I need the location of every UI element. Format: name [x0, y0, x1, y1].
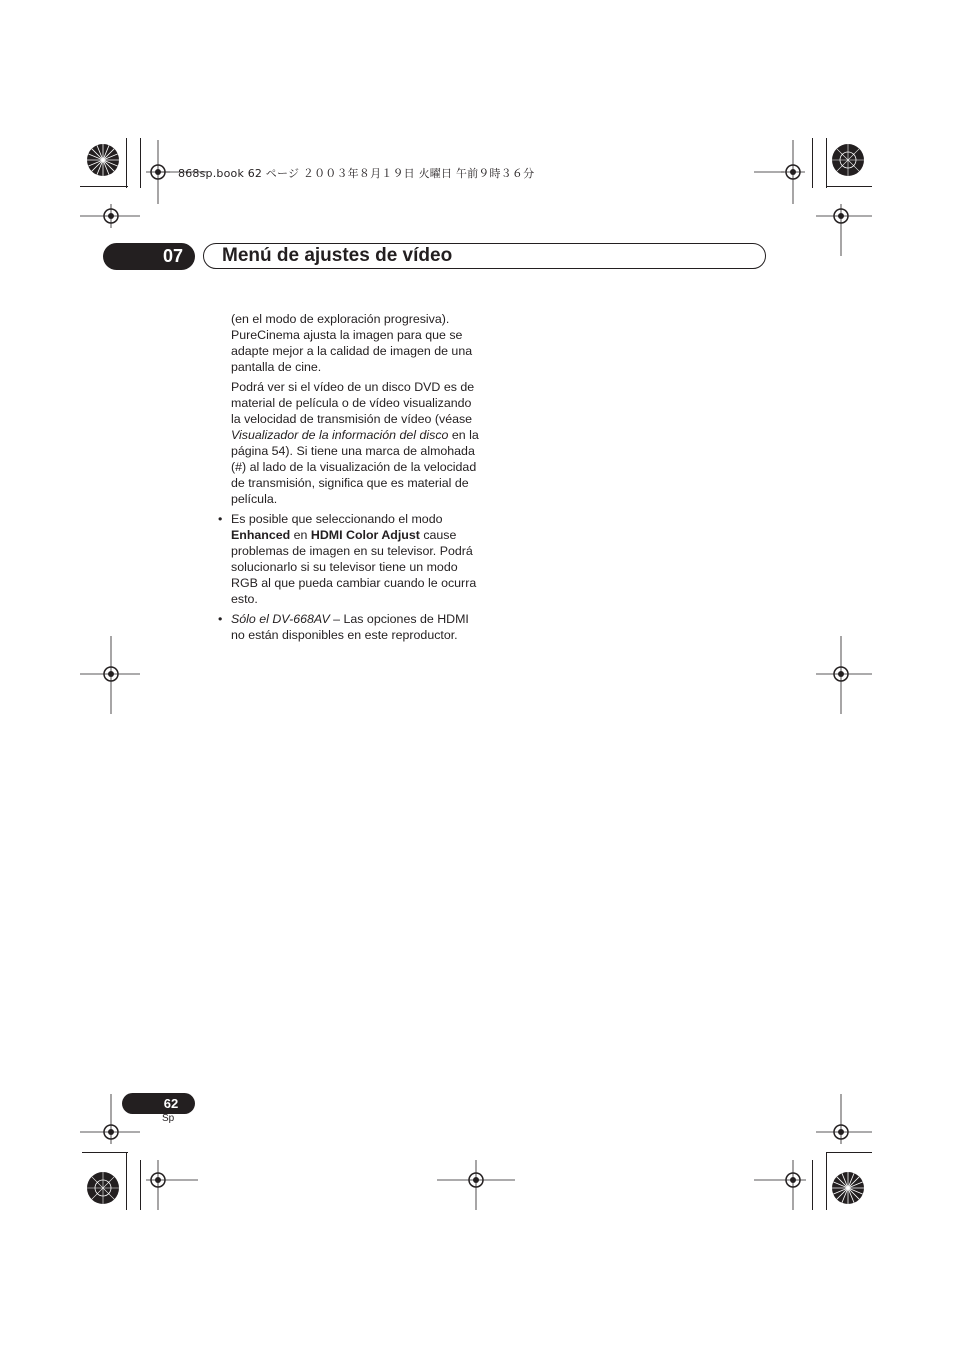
registration-sunburst-icon [831, 143, 865, 177]
text-run: Es posible que seleccionando el modo [231, 512, 443, 526]
bullet-icon: • [218, 512, 223, 526]
registration-sunburst-icon [86, 143, 120, 177]
text-run: en [290, 528, 311, 542]
registration-crosshair-icon [437, 1160, 515, 1210]
crop-mark [812, 138, 813, 188]
text-run: – Las opciones de HDMI no están disponibles en este reproductor. [231, 612, 469, 642]
crop-mark [826, 1152, 827, 1210]
crop-mark [826, 1152, 872, 1153]
registration-crosshair-icon [816, 636, 872, 714]
body-text-column [218, 311, 481, 647]
crop-mark [826, 138, 827, 188]
text-run: Podrá ver si el vídeo de un disco DVD es de material de película o de vídeo visualizando la velocidad de transmisión de vídeo (véase [231, 380, 475, 426]
paragraph [231, 379, 481, 507]
crop-mark [140, 138, 141, 188]
crop-mark [826, 186, 872, 187]
bullet-icon: • [218, 612, 223, 626]
registration-crosshair-icon [754, 169, 784, 175]
cross-reference-title: Visualizador de la información del disco [231, 428, 449, 442]
paragraph: (en el modo de exploración progresiva). PureCinema ajusta la imagen para que se adapte mejor a la calidad de imagen de una pantalla de cine. [231, 312, 473, 374]
setting-option-label: Enhanced [231, 528, 291, 542]
page-number: 62 [163, 1096, 179, 1111]
registration-crosshair-icon [816, 1094, 872, 1144]
text-run: en la página 54). Si tiene una marca de almohada (#) al lado de la visualización de la velocidad de transmisión, significa que es material de película. [231, 428, 479, 506]
registration-crosshair-icon [781, 140, 805, 204]
list-item [218, 611, 481, 643]
text-run: cause problemas de imagen en su televisor. Podrá solucionarlo si su televisor tiene un modo RGB al que pueda cambiar cuando le ocurra esto. [231, 528, 477, 606]
registration-sunburst-icon [86, 1171, 120, 1205]
registration-crosshair-icon [816, 204, 872, 256]
registration-crosshair-icon [754, 1160, 806, 1210]
crop-mark [140, 1160, 141, 1210]
setting-name-label: HDMI Color Adjust [310, 528, 420, 542]
file-header-slug: 868sp.book 62 ページ ２００３年８月１９日 火曜日 午前９時３６分 [178, 167, 535, 180]
chapter-title: Menú de ajustes de vídeo [222, 245, 453, 266]
page-language-code: Sp [162, 1113, 175, 1124]
list-item [218, 511, 481, 607]
crop-mark [80, 186, 128, 187]
crop-mark [126, 1152, 127, 1210]
crop-mark [126, 138, 127, 188]
model-note: Sólo el DV-668AV [231, 612, 330, 626]
registration-sunburst-icon [831, 1171, 865, 1205]
registration-crosshair-icon [146, 1160, 198, 1210]
crop-mark [812, 1160, 813, 1210]
registration-crosshair-icon [80, 204, 140, 228]
crop-mark [82, 1152, 128, 1153]
chapter-number: 07 [162, 246, 184, 266]
registration-crosshair-icon [80, 636, 140, 714]
